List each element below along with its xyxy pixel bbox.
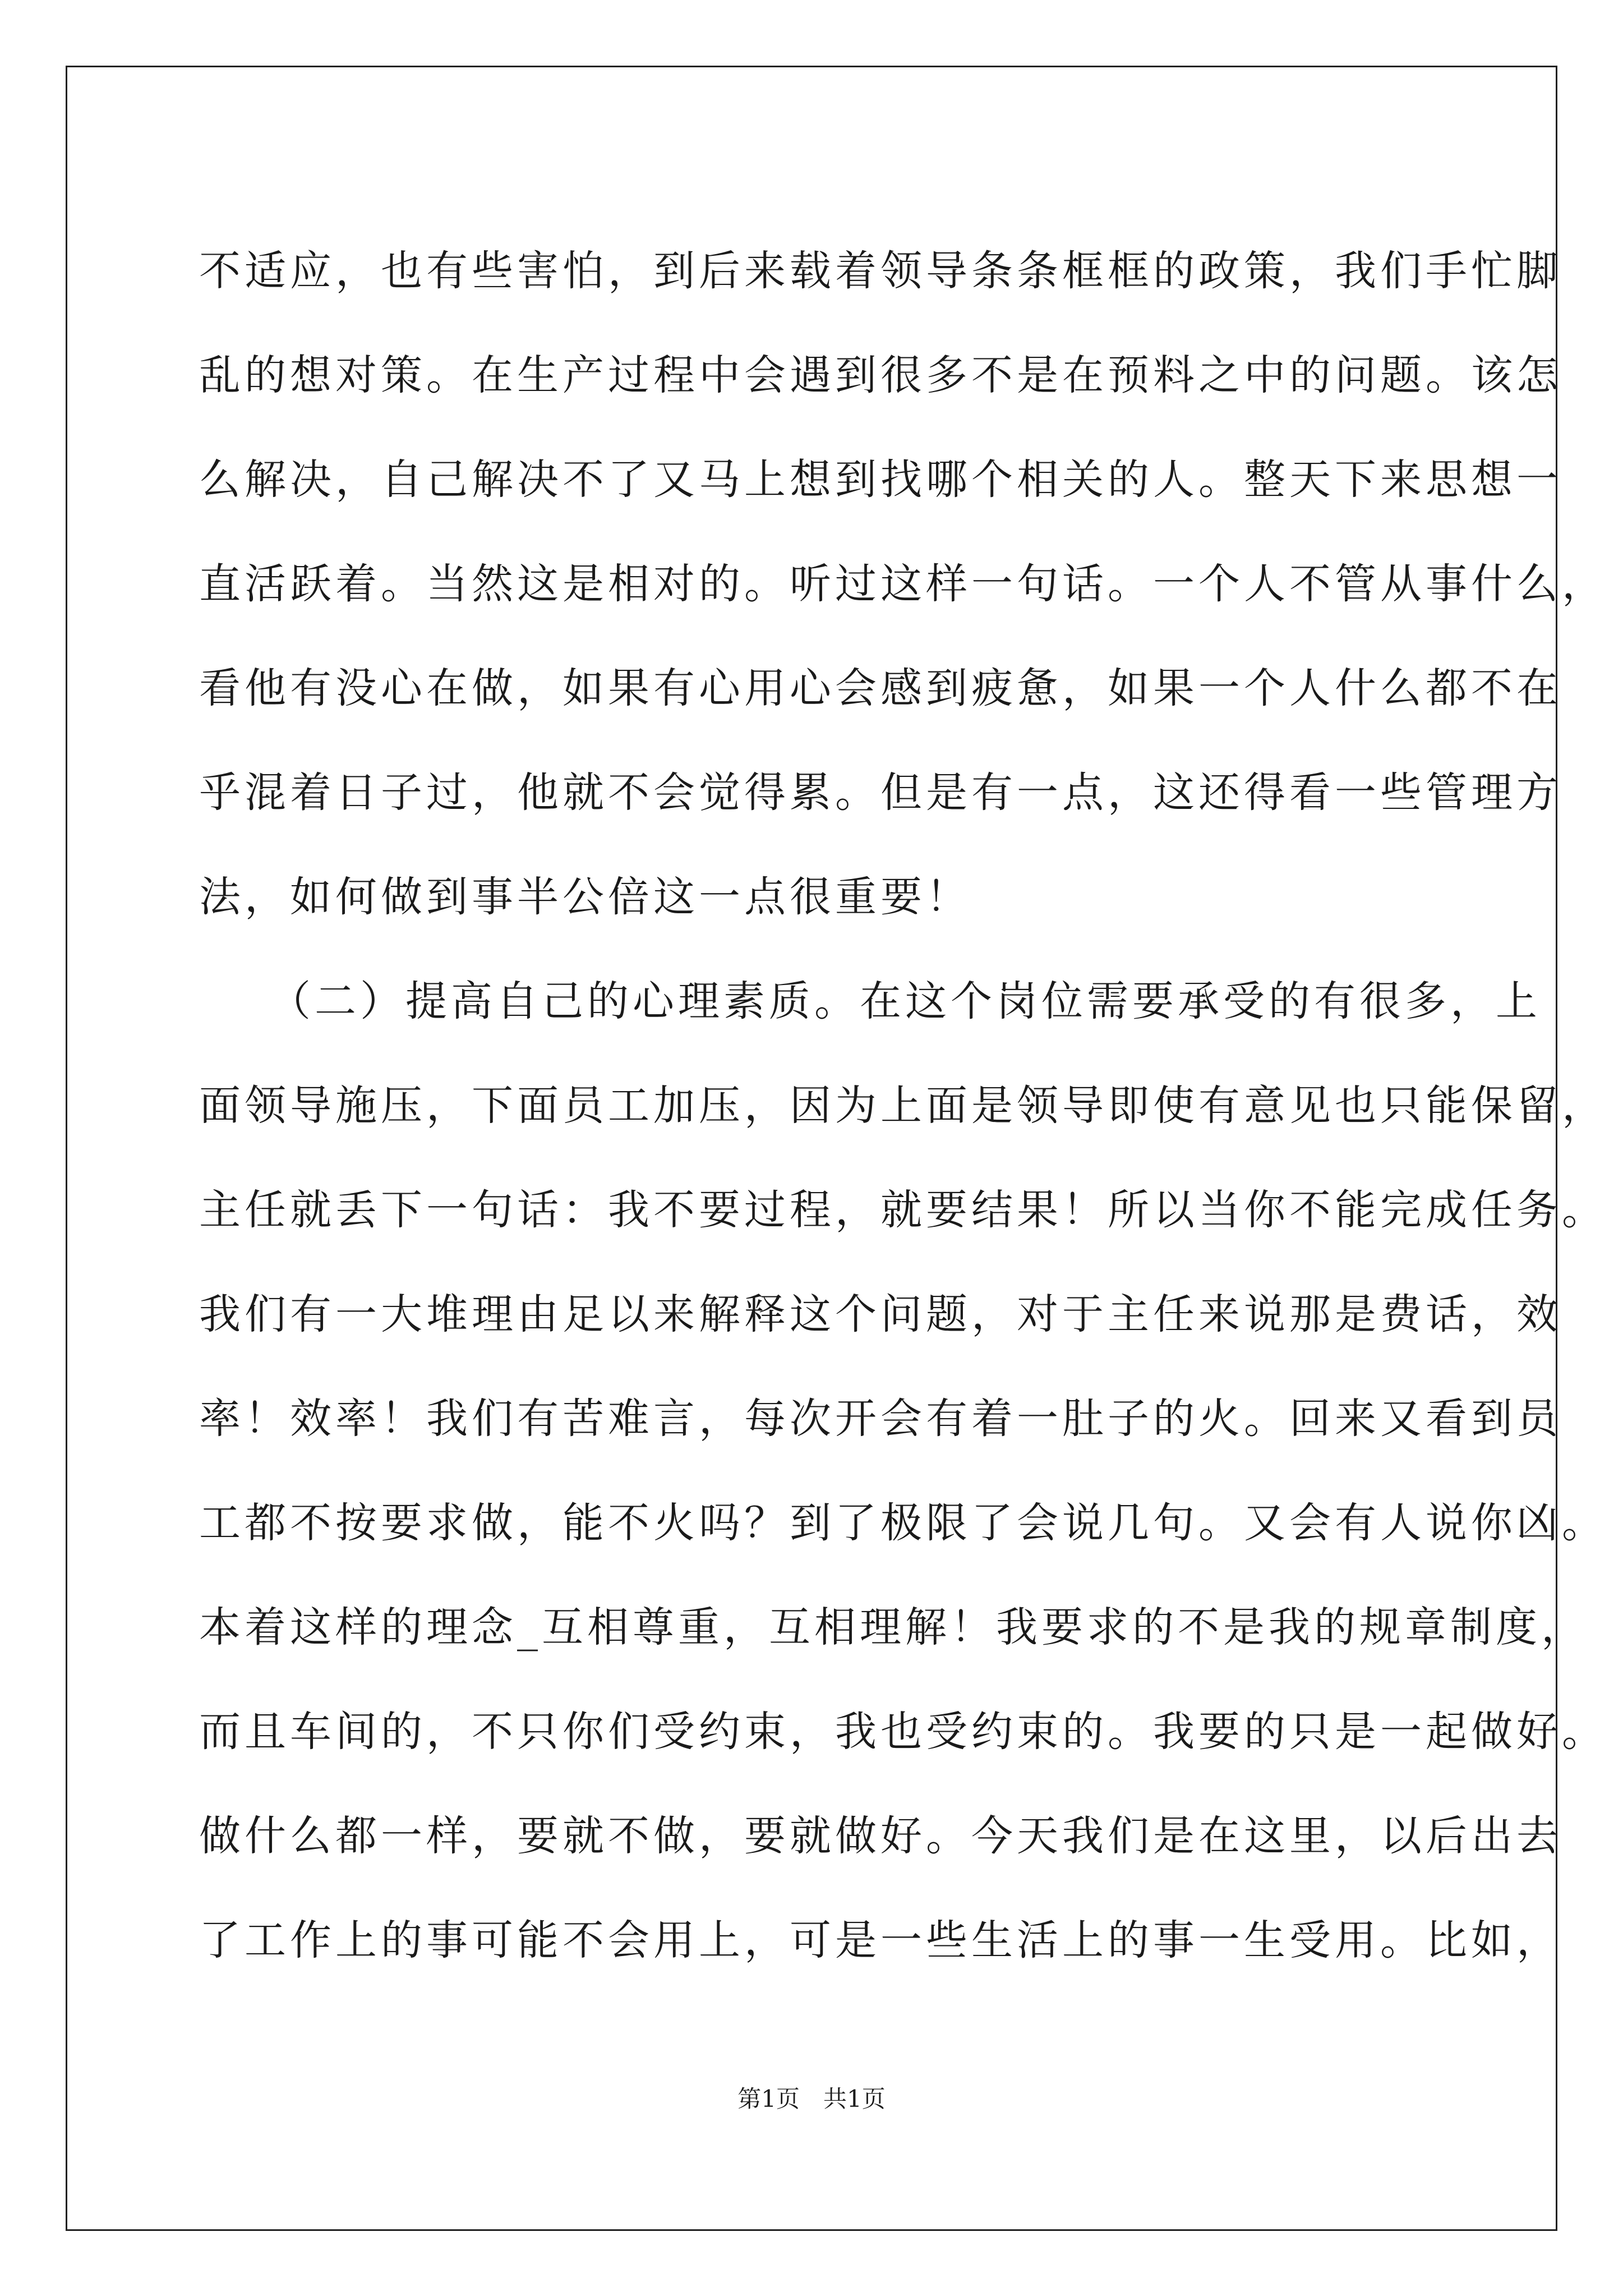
text-line: 我们有一大堆理由足以来解释这个问题，对于主任来说那是费话，效 — [199, 1290, 1562, 1338]
text-line: 工都不按要求做，能不火吗？到了极限了会说几句。又会有人说你凶。 — [199, 1499, 1607, 1547]
text-line: 法，如何做到事半公倍这一点很重要！ — [199, 873, 971, 921]
text-line: 直活跃着。当然这是相对的。听过这样一句话。一个人不管从事什么， — [199, 560, 1607, 608]
text-line: 看他有没心在做，如果有心用心会感到疲惫，如果一个人什么都不在 — [199, 664, 1562, 712]
document-body — [199, 219, 1607, 1993]
text-line: 乎混着日子过，他就不会觉得累。但是有一点，这还得看一些管理方 — [199, 769, 1562, 817]
text-line: 做什么都一样，要就不做，要就做好。今天我们是在这里，以后出去 — [199, 1812, 1562, 1860]
text-line: 不适应，也有些害怕，到后来载着领导条条框框的政策，我们手忙脚 — [199, 247, 1562, 295]
text-line: 乱的想对策。在生产过程中会遇到很多不是在预料之中的问题。该怎 — [199, 351, 1562, 399]
page-footer: 第1页 共1页 — [737, 2085, 886, 2113]
text-line: 率！效率！我们有苦难言，每次开会有着一肚子的火。回来又看到员 — [199, 1395, 1562, 1443]
text-line: 而且车间的，不只你们受约束，我也受约束的。我要的只是一起做好。 — [199, 1708, 1607, 1756]
text-line: 本着这样的理念_互相尊重，互相理解！我要求的不是我的规章制度， — [199, 1603, 1587, 1651]
text-line: （二）提高自己的心理素质。在这个岗位需要承受的有很多，上 — [199, 977, 1541, 1025]
text-line: 主任就丢下一句话：我不要过程，就要结果！所以当你不能完成任务。 — [199, 1186, 1607, 1234]
text-line: 么解决，自己解决不了又马上想到找哪个相关的人。整天下来思想一 — [199, 455, 1562, 504]
text-line: 面领导施压，下面员工加压，因为上面是领导即使有意见也只能保留， — [199, 1082, 1607, 1130]
text-line: 了工作上的事可能不会用上，可是一些生活上的事一生受用。比如， — [199, 1916, 1562, 1964]
